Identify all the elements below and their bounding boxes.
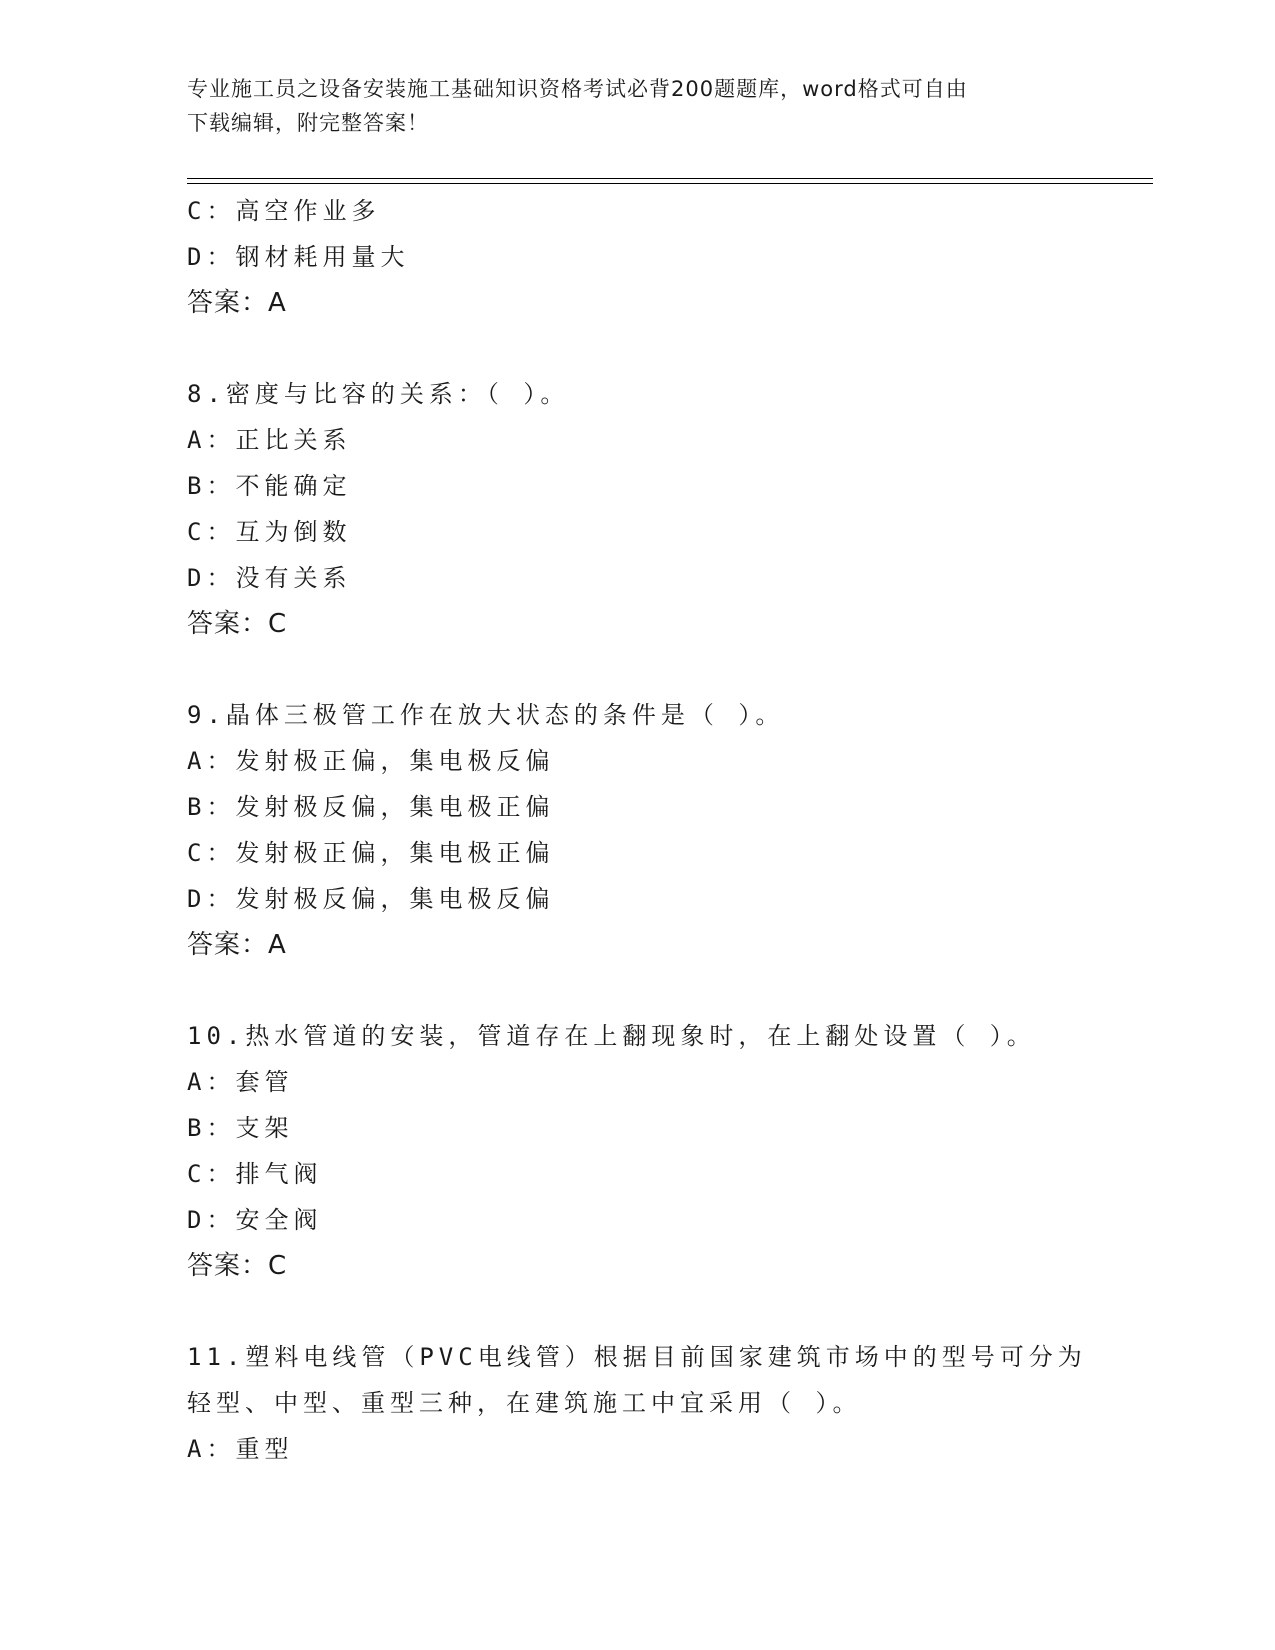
option-b [187,784,1087,830]
option-a [187,417,1087,463]
option-c [187,509,1087,555]
answer-line: 答案：A [187,930,287,960]
answer-line: 答案：C [187,609,288,639]
option-label: A： [187,426,236,454]
option-text: 高空作业多 [235,197,381,225]
document-header [187,72,1067,140]
option-label: C： [187,1160,236,1188]
option-b [187,1105,1087,1151]
option-label: C： [187,197,236,225]
option-d [187,234,1087,280]
question-9 [187,692,1087,968]
option-label: A： [187,747,236,775]
option-label: A： [187,1068,236,1096]
option-label: C： [187,839,236,867]
option-d [187,555,1087,601]
option-text: 发射极正偏，集电极反偏 [235,747,555,775]
option-text: 互为倒数 [235,518,352,546]
question-11 [187,1334,1087,1472]
option-d [187,1197,1087,1243]
header-divider [187,178,1153,184]
option-label: B： [187,1114,236,1142]
option-text: 支架 [235,1114,294,1142]
question-stem: 9.晶体三极管工作在放大状态的条件是（ ）。 [187,701,785,729]
option-text: 发射极反偏，集电极正偏 [235,793,555,821]
header-line-1: 专业施工员之设备安装施工基础知识资格考试必背200题题库，word格式可自由 [187,77,968,101]
question-8 [187,371,1087,647]
question-list [187,188,1087,1472]
option-c [187,188,1087,234]
option-a [187,1426,1087,1472]
option-text: 钢材耗用量大 [235,243,410,271]
question-stem-continued: 轻型、中型、重型三种，在建筑施工中宜采用（ ）。 [187,1389,862,1417]
option-c [187,1151,1087,1197]
option-text: 不能确定 [235,472,352,500]
option-text: 安全阀 [235,1206,323,1234]
option-label: D： [187,243,236,271]
question-7-continued [187,188,1087,326]
option-label: B： [187,472,236,500]
option-label: A： [187,1435,236,1463]
option-label: D： [187,564,236,592]
option-text: 重型 [235,1435,294,1463]
option-text: 排气阀 [235,1160,323,1188]
option-a [187,738,1087,784]
option-d [187,876,1087,922]
header-line-2: 下载编辑，附完整答案！ [187,111,429,135]
option-label: B： [187,793,236,821]
option-text: 发射极正偏，集电极正偏 [235,839,555,867]
option-text: 套管 [235,1068,294,1096]
option-b [187,463,1087,509]
answer-line: 答案：A [187,288,287,318]
option-a [187,1059,1087,1105]
question-stem: 10.热水管道的安装，管道存在上翻现象时，在上翻处设置（ ）。 [187,1022,1036,1050]
answer-line: 答案：C [187,1251,288,1281]
option-text: 发射极反偏，集电极反偏 [235,885,555,913]
option-label: D： [187,885,236,913]
question-stem: 11.塑料电线管（PVC电线管）根据目前国家建筑市场中的型号可分为 [187,1343,1087,1371]
option-label: C： [187,518,236,546]
option-label: D： [187,1206,236,1234]
option-text: 正比关系 [235,426,352,454]
option-text: 没有关系 [235,564,352,592]
question-stem: 8.密度与比容的关系：（ ）。 [187,380,570,408]
option-c [187,830,1087,876]
question-10 [187,1013,1087,1289]
